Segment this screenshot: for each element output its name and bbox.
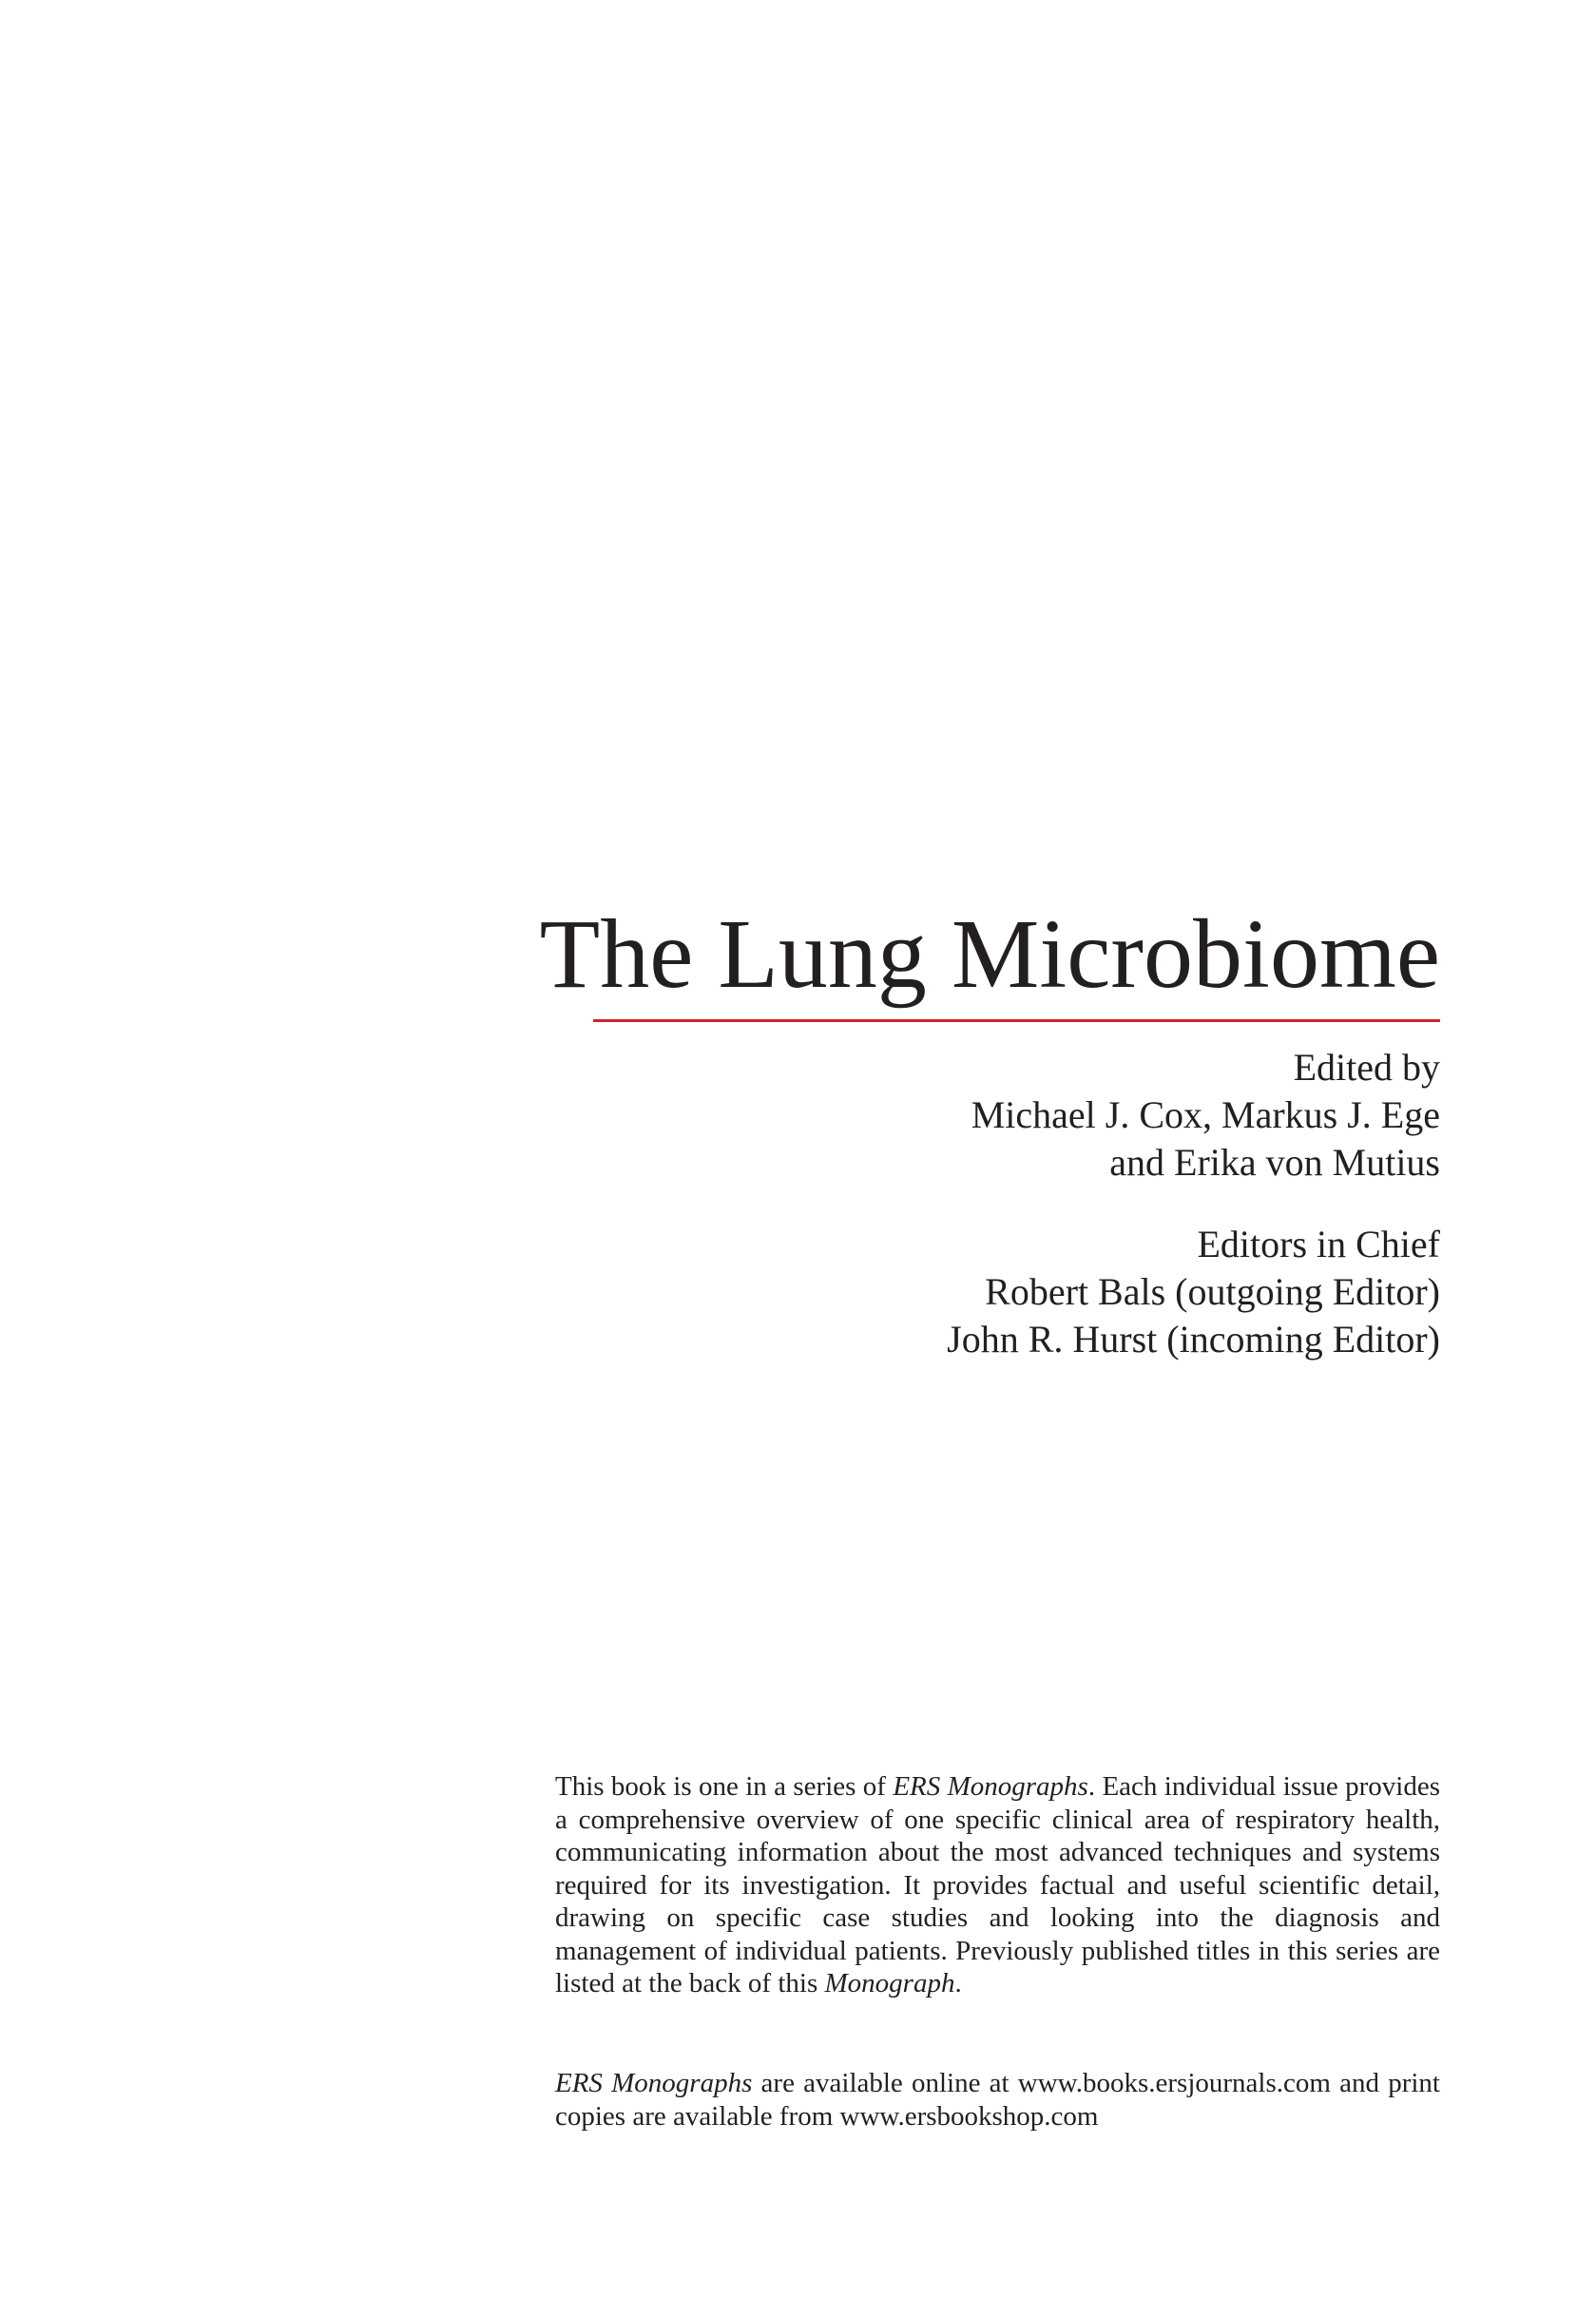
title-block (532, 898, 1440, 1012)
editor-in-chief-outgoing: Robert Bals (outgoing Editor) (985, 1270, 1440, 1313)
monograph-word: Monograph (824, 1968, 955, 1998)
title-underline-rule (593, 1019, 1440, 1022)
series-text-part-3: . (954, 1968, 962, 1998)
availability-series-name: ERS Monographs (555, 2068, 753, 2098)
availability-note (555, 2067, 1440, 2133)
series-name: ERS Monographs (893, 1771, 1088, 1802)
editors-names-line-1: Michael J. Cox, Markus J. Ege (971, 1093, 1440, 1136)
series-text-part-2: . Each individual issue provides a comprehensive overview of one specific clinical area of respiratory health, communicating information about the most advanced techniques and systems required for its investigation. It provides factual and useful scientific detail, drawing on specific case studies and looking into the diagnosis and management of individual patients. Previously published titles in this series are listed at the back of this (555, 1771, 1440, 1998)
editors-block (856, 1044, 1440, 1187)
editors-names-line-2: and Erika von Mutius (1109, 1141, 1440, 1184)
series-description (555, 1770, 1440, 2000)
editors-in-chief-heading: Editors in Chief (1197, 1223, 1440, 1265)
book-title: The Lung Microbiome (539, 899, 1440, 1009)
availability-paragraph (555, 2067, 1440, 2133)
editor-in-chief-incoming: John R. Hurst (incoming Editor) (947, 1318, 1440, 1361)
editors-in-chief-block (856, 1221, 1440, 1363)
edited-by-heading: Edited by (1293, 1046, 1440, 1089)
series-text-part-1: This book is one in a series of (555, 1771, 894, 1802)
availability-text: are available online at www.books.ersjournals.com and print copies are available from www.ersbookshop.com (555, 2068, 1440, 2132)
series-description-paragraph (555, 1770, 1440, 2000)
